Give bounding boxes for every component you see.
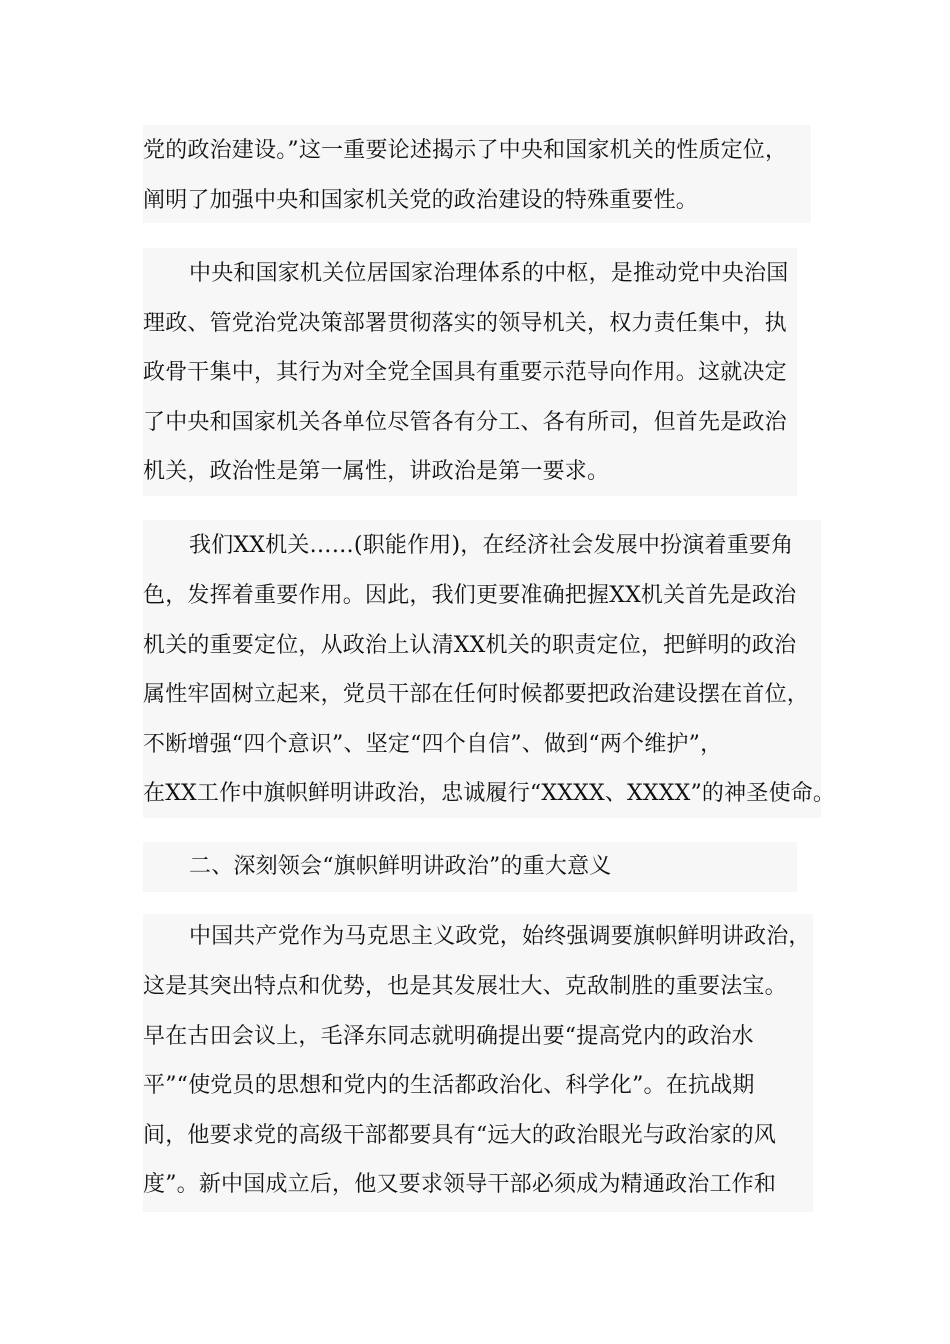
text-line: 阐明了加强中央和国家机关党的政治建设的特殊重要性。: [143, 188, 699, 213]
paragraph-block: [143, 248, 797, 496]
text-line: 度”。新中国成立后，他又要求领导干部必须成为精通政治工作和: [143, 1172, 777, 1197]
text-line: 了中央和国家机关各单位尽管各有分工、各有所司，但首先是政治: [143, 410, 787, 435]
text-line: 中国共产党作为马克思主义政党，始终强调要旗帜鲜明讲政治，: [189, 924, 811, 949]
text-line: 早在古田会议上，毛泽东同志就明确提出要“提高党内的政治水: [143, 1024, 754, 1049]
text-line: 间，他要求党的高级干部都要具有“远大的政治眼光与政治家的风: [143, 1123, 777, 1148]
section-heading: 二、深刻领会“旗帜鲜明讲政治”的重大意义: [189, 854, 612, 879]
text-line: 平”“使党员的思想和党内的生活都政治化、科学化”。在抗战期: [143, 1073, 755, 1098]
paragraph-block: [143, 520, 836, 818]
paragraph-block: [143, 125, 811, 223]
section-heading-block: [143, 842, 797, 892]
text-line: 党的政治建设。”这一重要论述揭示了中央和国家机关的性质定位，: [143, 138, 788, 163]
text-line: 我们XX机关……(职能作用)，在经济社会发展中扮演着重要角: [189, 533, 794, 558]
text-line: 理政、管党治党决策部署贯彻落实的领导机关，权力责任集中，执: [143, 311, 787, 336]
text-line: 政骨干集中，其行为对全党全国具有重要示范导向作用。这就决定: [143, 360, 787, 385]
text-line: 机关的重要定位，从政治上认清XX机关的职责定位，把鲜明的政治: [143, 633, 797, 658]
text-line: 不断增强“四个意识”、坚定“四个自信”、做到“两个维护”，: [143, 732, 723, 757]
text-line: 中央和国家机关位居国家治理体系的中枢，是推动党中央治国: [189, 261, 789, 286]
text-line: 这是其突出特点和优势，也是其发展壮大、克敌制胜的重要法宝。: [143, 974, 787, 999]
text-line: 在XX工作中旗帜鲜明讲政治，忠诚履行“XXXX、XXXX”的神圣使命。: [143, 781, 836, 806]
text-line: 机关，政治性是第一属性，讲政治是第一要求。: [143, 459, 610, 484]
paragraph-block: [143, 914, 813, 1212]
text-line: 色，发挥着重要作用。因此，我们更要准确把握XX机关首先是政治: [143, 583, 797, 608]
text-line: 属性牢固树立起来，党员干部在任何时候都要把政治建设摆在首位，: [143, 682, 810, 707]
